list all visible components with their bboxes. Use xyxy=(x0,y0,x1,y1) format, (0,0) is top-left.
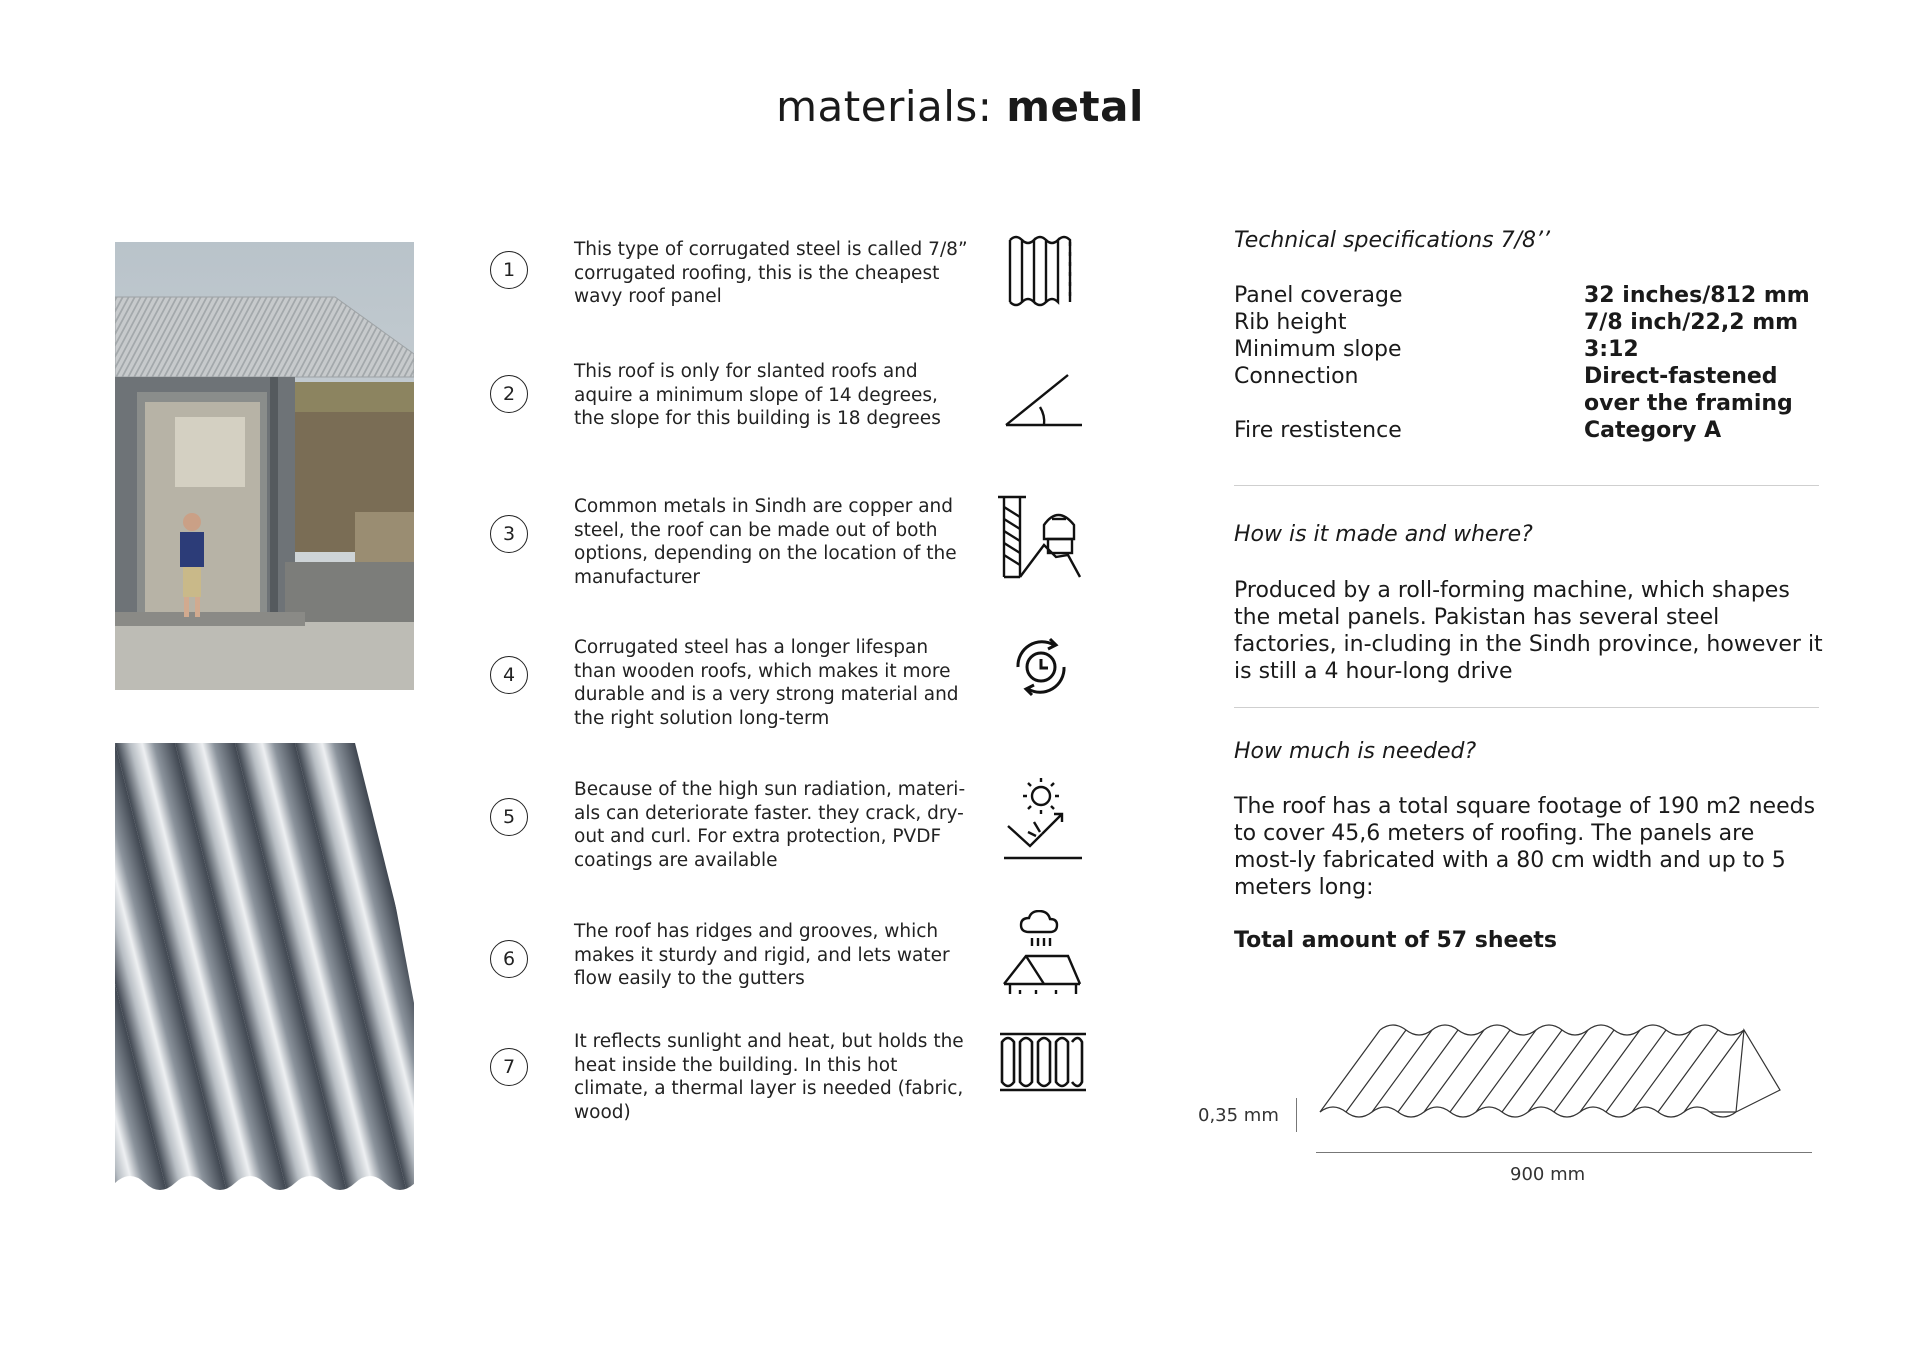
specs-heading: Technical specifications 7/8’’ xyxy=(1234,228,1550,253)
page-title xyxy=(0,82,1920,131)
divider xyxy=(1234,707,1819,708)
item-text: This roof is only for slanted roofs and aquire a minimum slope of 14 degrees, the slope for this building is 18 degrees xyxy=(574,361,941,429)
item-text: This type of corrugated steel is called 7/8” corrugated roofing, this is the cheapest wavy roof panel xyxy=(574,239,968,307)
item-number: 7 xyxy=(490,1048,528,1086)
list-item xyxy=(488,636,1108,756)
list-item xyxy=(488,778,1108,898)
item-number: 6 xyxy=(490,940,528,978)
item-number: 4 xyxy=(490,656,528,694)
item-number: 3 xyxy=(490,515,528,553)
needed-heading: How much is needed? xyxy=(1234,739,1477,764)
thickness-marker xyxy=(1296,1098,1297,1132)
insulation-icon xyxy=(996,1020,1086,1110)
width-label: 900 mm xyxy=(1510,1164,1586,1185)
item-number: 1 xyxy=(490,251,528,289)
spec-label: Minimum slope xyxy=(1234,337,1402,362)
corrugated-metal-photo xyxy=(115,743,414,1191)
item-text: Corrugated steel has a longer lifespan than wooden roofs, which makes it more durable and is a very strong material and the right solution long-term xyxy=(574,637,959,729)
thickness-label: 0,35 mm xyxy=(1198,1105,1279,1126)
house-photo xyxy=(115,242,414,690)
item-text: The roof has ridges and grooves, which makes it sturdy and rigid, and lets water flow easily to the gutters xyxy=(574,921,950,989)
sun-radiation-icon xyxy=(996,776,1086,866)
title-bold: metal xyxy=(1006,82,1144,131)
factory-miner-icon xyxy=(996,495,1086,585)
width-dimension-line xyxy=(1316,1152,1812,1153)
spec-value: Category A xyxy=(1584,418,1722,443)
spec-value: 32 inches/812 mm xyxy=(1584,283,1810,308)
item-number: 2 xyxy=(490,375,528,413)
spec-value: 3:12 xyxy=(1584,337,1639,362)
spec-label: Rib height xyxy=(1234,310,1347,335)
slope-angle-icon xyxy=(996,355,1086,445)
item-number: 5 xyxy=(490,798,528,836)
rain-roof-icon xyxy=(996,910,1086,1000)
item-text: Common metals in Sindh are copper and steel, the roof can be made out of both options, depending on the location of the manufacturer xyxy=(574,496,957,588)
list-item xyxy=(488,360,1108,480)
needed-text: The roof has a total square footage of 190 m2 needs to cover 45,6 meters of roofing. The panels are most-ly fabricated with a 80 cm width and up to 5 meters long: xyxy=(1234,794,1816,900)
made-text: Produced by a roll-forming machine, which shapes the metal panels. Pakistan has several steel factories, in-cluding in the Sindh province, however it is still a 4 hour-long drive xyxy=(1234,578,1823,684)
total-sheets: Total amount of 57 sheets xyxy=(1234,928,1557,953)
corrugated-panel-icon xyxy=(996,230,1086,320)
lifespan-clock-icon xyxy=(996,621,1086,711)
list-item xyxy=(488,1030,1108,1150)
divider xyxy=(1234,485,1819,486)
item-text: Because of the high sun radiation, materi-als can deteriorate faster. they crack, dry-out and curl. For extra protection, PVDF coatings are available xyxy=(574,779,966,871)
item-text: It reflects sunlight and heat, but holds the heat inside the building. In this hot climate, a thermal layer is needed (fabric, wood) xyxy=(574,1031,964,1123)
spec-label: Fire restistence xyxy=(1234,418,1402,443)
spec-label: Panel coverage xyxy=(1234,283,1403,308)
spec-value: 7/8 inch/22,2 mm xyxy=(1584,310,1799,335)
spec-value: Direct-fastened over the framing xyxy=(1584,364,1793,416)
sheet-profile-drawing xyxy=(1310,1020,1820,1130)
spec-label: Connection xyxy=(1234,364,1359,389)
list-item xyxy=(488,495,1108,615)
title-prefix: materials: xyxy=(776,82,1007,131)
list-item xyxy=(488,238,1108,358)
made-heading: How is it made and where? xyxy=(1234,522,1533,547)
